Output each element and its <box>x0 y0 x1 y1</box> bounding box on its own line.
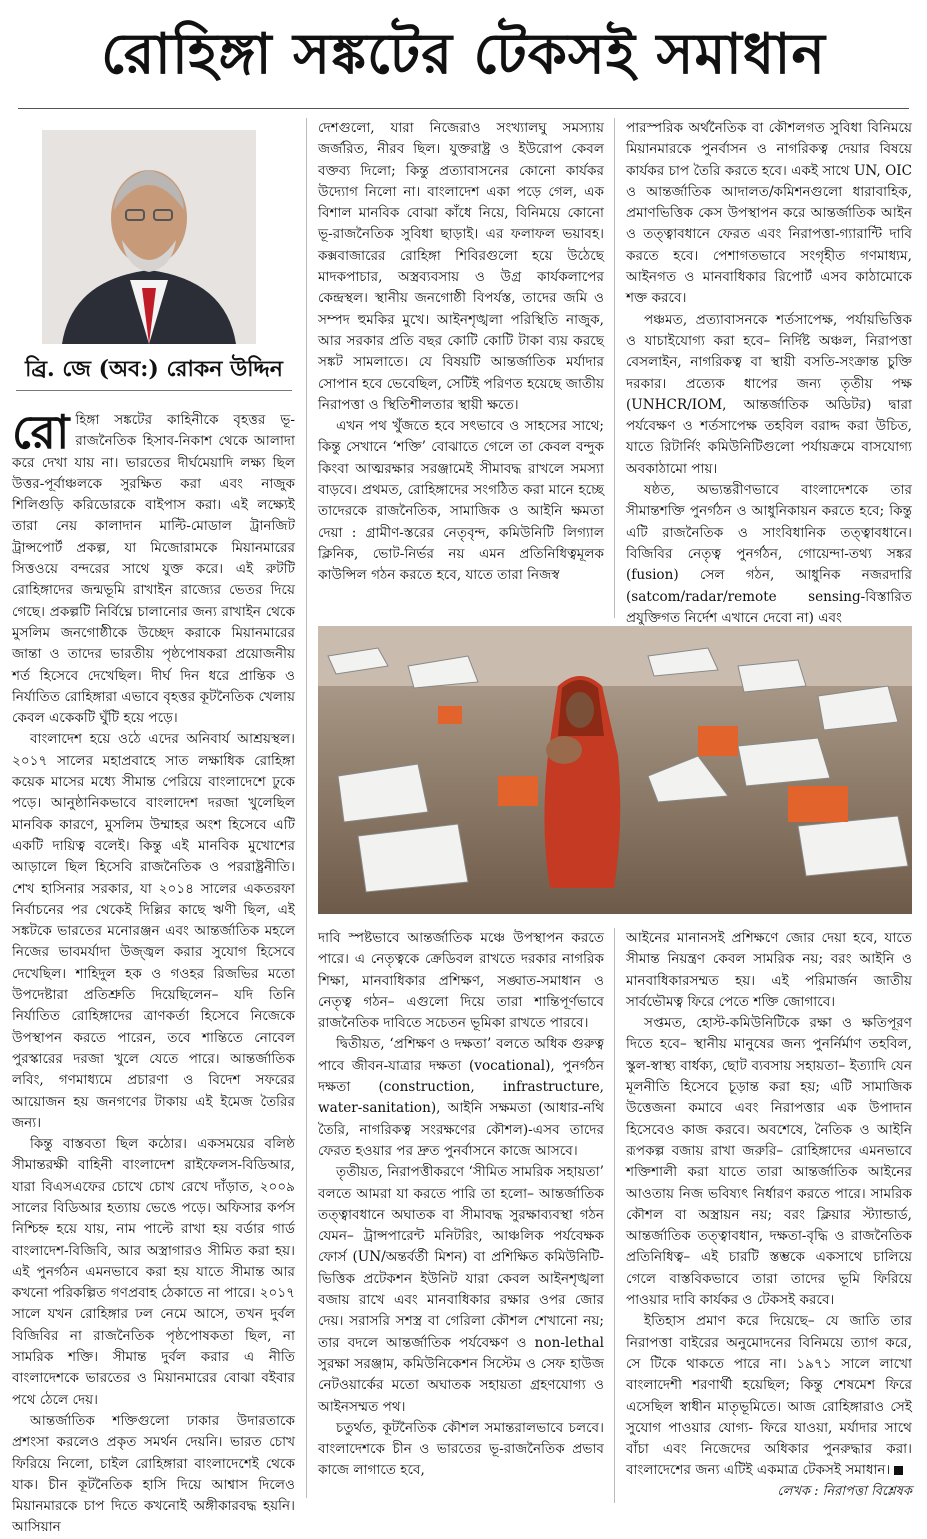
paragraph: এখন পথ খুঁজতে হবে সৎভাবে ও সাহসের সাথে; কিন্তু সেখানে ‘শক্তি’ বোঝাতে গেলে তা কেবল বন্দুক কিংবা আত্মরক্ষার সরঞ্জামেই সীমাবদ্ধ রাখলে সমস্যা বাড়বে। প্রথমত, রোহিঙ্গাদের সংগঠিত করা মানে হচ্ছে তাদেরকে রাজনৈতিক, সামাজিক ও আইনি ক্ষমতা দেয়া : গ্রামীণ-স্তরের নেতৃবৃন্দ, কমিউনিটি লিগ্যাল ক্লিনিক, ভোট-নির্ভর নয় এমন প্রতিনিধিত্বমূলক কাউন্সিল গঠন করতে হবে, যাতে তারা নিজস্ব <box>318 418 604 584</box>
paragraph: কিন্তু বাস্তবতা ছিল কঠোর। একসময়ের বলিষ্ঠ সীমান্তরক্ষী বাহিনী বাংলাদেশ রাইফেলস-বিডিআর, যারা বিএসএফের চোখে চোখ রেখে দাঁড়াত, ২০০৯ সালের বিডিআর হত্যায় ভেঙে পড়ে। অফিসার কর্পস নিশ্চিহ্ন হয়ে যায়, নাম পাল্টে রাখা হয় বর্ডার গার্ড বাংলাদেশ-বিজিবি, আর অস্ত্রাগারও সীমিত করা হয়। এই পুনর্গঠন এমনভাবে করা হয় যাতে সীমান্ত আর কখনো পরিকল্পিত গণপ্রবাহ ঠেকাতে না পারে। ২০১৭ সালে যখন রোহিঙ্গার ঢল নেমে আসে, তখন দুর্বল বিজিবির না রাজনৈতিক পৃষ্ঠপোষকতা ছিল, না সামরিক শক্তি। সীমান্ত দুর্বল করার এ নীতি বাংলাদেশকে ভারতের ও মিয়ানমারের বোঝা বইবার পথে ঠেলে দেয়। <box>12 1136 295 1408</box>
refugee-camp-image <box>318 626 912 914</box>
paragraph: আইনের মানানসই প্রশিক্ষণে জোর দেয়া হবে, যাতে সীমান্ত নিয়ন্ত্রণ কেবল সামরিক নয়; বরং আইনি ও মানবাধিকারসম্মত হয়। এই পরিমার্জন জাতীয় সার্বভৌমত্ব ফিরে পেতে শক্তি জোগাবে। <box>626 930 912 1010</box>
paragraph: দাবি স্পষ্টভাবে আন্তর্জাতিক মঞ্চে উপস্থাপন করতে পারে। এ নেতৃত্বকে ক্রেডিবল রাখতে দরকার নাগরিক শিক্ষা, মানবাধিকার প্রশিক্ষণ, সঙ্ঘাত-সমাধান ও নেতৃত্ব গঠন– এগুলো দিয়ে তারা শান্তিপূর্ণভাবে রাজনৈতিক দাবিতে সচেতন ভূমিকা রাখতে পারবে। <box>318 930 604 1032</box>
paragraph: বাংলাদেশ হয়ে ওঠে এদের অনিবার্য আশ্রয়স্থল। ২০১৭ সালের মহাপ্রবাহে সাত লক্ষাধিক রোহিঙ্গা কয়েক মাসের মধ্যে সীমান্ত পেরিয়ে বাংলাদেশে ঢুকে পড়ে। আনুষ্ঠানিকভাবে বাংলাদেশ দরজা খুলেছিল মানবিক কারণে, মুসলিম উম্মাহর অংশ হিসেবে এটি একটি দায়িত্ব বলেই। কিন্তু এই মানবিক মুখোশের আড়ালে ছিল হিসেবি রাজনৈতিক ও পররাষ্ট্রনীতি। শেখ হাসিনার সরকার, যা ২০১৪ সালের একতরফা নির্বাচনের পর থেকেই দিল্লির কাছে ঋণী ছিল, এই সঙ্কটকে ভারতের মনোরঞ্জন এবং আন্তর্জাতিক মহলে নিজের ভাবমর্যাদা উজ্জ্বল করার সুযোগ হিসেবে দেখেছিল। শাহিদুল হক ও গওহর রিজভির মতো উপদেষ্টারা প্রতিশ্রুতি দিয়েছিলেন– যদি তিনি নির্যাতিত রোহিঙ্গাদের ত্রাণকর্তা হিসেবে নিজেকে উপস্থাপন করতে পারেন, তবে শান্তিতে নোবেল পুরস্কারের দরজা খুলে যেতে পারে। আন্তর্জাতিক লবিং, গণমাধ্যমে প্রচারণা ও বিদেশ সফরের আয়োজন হয় জনগণের টাকায় এই ইমেজ তৈরির জন্য। <box>12 731 295 1131</box>
column-3-top <box>626 118 912 626</box>
headline: রোহিঙ্গা সঙ্কটের টেকসই সমাধান <box>101 21 826 87</box>
paragraph: সপ্তমত, হোস্ট-কমিউনিটিকে রক্ষা ও ক্ষতিপূরণ দিতে হবে– স্থানীয় মানুষের জন্য পুনর্নির্মাণ তহবিল, স্কুল-স্বাস্থ্য বার্ধক্য, ছোট ব্যবসায় সহায়তা– ইত্যাদি যেন মূলনীতি হিসেবে চূড়ান্ত করা হয়; এটি সামাজিক উত্তেজনা কমাবে এবং নিরাপত্তার এক উপাদান হিসেবেও কাজ করবে। অবশেষে, নৈতিক ও আইনি রূপকল্প বজায় রাখা জরুরি– রোহিঙ্গাদের এমনভাবে শক্তিশালী করা যাতে তারা আন্তর্জাতিক আইনের আওতায় নিজ ভবিষ্যৎ নির্ধারণ করতে পারে। সামরিক কৌশল বা অস্ত্রায়ন নয়; বরং ক্লিয়ার স্ট্যান্ডার্ড, আন্তর্জাতিক তত্ত্বাবধান, দক্ষতা-বৃদ্ধি ও রাজনৈতিক প্রতিনিধিত্ব– এই চারটি স্তম্ভকে একসাথে চালিয়ে গেলে বাস্তবিকভাবে তারা তাদের ভূমি ফিরিয়ে পাওয়ার দাবি কার্যকর ও টেকসই করবে। <box>626 1015 912 1309</box>
author-byline: ব্রি. জে (অব:) রোকন উদ্দিন <box>16 348 292 391</box>
paragraph: পারস্পরিক অর্থনৈতিক বা কৌশলগত সুবিধা বিনিময়ে মিয়ানমারকে পুনর্বাসন ও নাগরিকত্ব দেয়ার বিষয়ে কার্যকর চাপ তৈরি করতে হবে। একই সাথে UN, OIC ও আন্তর্জাতিক আদালত/কমিশনগুলো ধারাবাহিক, প্রমাণভিত্তিক কেস উপস্থাপন করে আন্তর্জাতিক আইন ও তত্ত্বাবধানে ফেরত এবং নিরাপত্তা-গ্যারান্টি দাবি করতে হবে। পেশাগতভাবে সংগৃহীত গণমাধ্যম, আইনগত ও মানবাধিকার রিপোর্ট এসব কাঠামোকে শক্ত করবে। <box>626 120 912 307</box>
column-2-bottom <box>318 928 604 1503</box>
paragraph: আন্তর্জাতিক শক্তিগুলো ঢাকার উদারতাকে প্রশংসা করলেও প্রকৃত সমর্থন দেয়নি। ভারত চোখ ফিরিয়ে নিলো, চাইল রোহিঙ্গারা বাংলাদেশেই থেকে যাক। চীন কূটনৈতিক হাসি দিয়ে আশ্বাস দিলেও মিয়ানমারকে চাপ দিতে কখনোই অঙ্গীকারবদ্ধ হয়নি। আসিয়ান <box>12 1412 295 1536</box>
paragraph: দ্বিতীয়ত, ‘প্রশিক্ষণ ও দক্ষতা’ বলতে অধিক গুরুত্ব পাবে জীবন-যাত্রার দক্ষতা (vocational), পুনর্গঠন দক্ষতা (construction, infrastructure, water-sanitation), আইনি সক্ষমতা (আধার-নথি তৈরি, নাগরিকত্ব সংরক্ষণের কৌশল)-এসব তাদের ফেরত হওয়ার পর দ্রুত পুনর্বাসনে কাজে আসবে। <box>318 1036 604 1159</box>
column-separator <box>614 118 615 618</box>
paragraph: হিঙ্গা সঙ্কটের কাহিনীকে বৃহত্তর ভূ-রাজনৈতিক হিসাব-নিকাশ থেকে আলাদা করে দেখা যায় না। ভারতের দীর্ঘমেয়াদি লক্ষ্য ছিল উত্তর-পূর্বাঞ্চলকে সুরক্ষিত করা এবং নাজুক শিলিগুড়ি করিডোরকে বাইপাস করা। এই লক্ষ্যেই তারা নেয় কালাদান মাল্টি-মোডাল ট্রানজিট ট্রান্সপোর্ট প্রকল্প, যা মিজোরামকে মিয়ানমারের সিত্তওয়ে বন্দরের সাথে যুক্ত করে। এই রুটটি রোহিঙ্গাদের জন্মভূমি রাখাইন রাজ্যের ভেতর দিয়ে গেছে। প্রকল্পটি নির্বিঘ্নে চালানোর জন্য রাখাইন থেকে মুসলিম জনগোষ্ঠীকে উচ্ছেদ করাকে মিয়ানমারের জান্তা ও তাদের ভারতীয় পৃষ্ঠপোষকরা প্রয়োজনীয় শর্ত হিসেবে দেখেছিল। দীর্ঘ দিন ধরে প্রান্তিক ও নির্যাতিত রোহিঙ্গারা এভাবে বৃহত্তর কূটনৈতিক খেলায় কেবল একেকটি ঘুঁটি হয়ে পড়ে। <box>12 412 295 727</box>
paragraph: চতুর্থত, কূটনৈতিক কৌশল সমান্তরালভাবে চলবে। বাংলাদেশকে চীন ও ভারতের ভূ-রাজনৈতিক প্রভাব কাজে লাগাতে হবে, <box>318 1419 604 1479</box>
camp-photo <box>318 626 912 914</box>
column-3-bottom <box>626 928 912 1488</box>
author-portrait-image <box>42 130 256 344</box>
end-mark-icon <box>894 1466 903 1475</box>
dropcap: রো <box>12 405 70 459</box>
column-separator <box>614 928 615 1503</box>
column-2-top <box>318 118 604 618</box>
author-portrait <box>42 130 256 344</box>
paragraph: দেশগুলো, যারা নিজেরাও সংখ্যালঘু সমস্যায় জর্জরিত, নীরব ছিল। যুক্তরাষ্ট্র ও ইউরোপ কেবল বক্তব্য দিলো; কিন্তু প্রত্যাবাসনের কোনো কার্যকর উদ্যোগ নিলো না। বাংলাদেশ একা পড়ে গেল, এক বিশাল মানবিক বোঝা কাঁধে নিয়ে, বিনিময়ে কোনো ভূ-রাজনৈতিক সুবিধা ছাড়াই। এর ফলাফল ভয়াবহ। কক্সবাজারের রোহিঙ্গা শিবিরগুলো হয়ে উঠেছে মাদকপাচার, অস্ত্রব্যবসায় ও উগ্র কার্যকলাপের কেন্দ্রস্থল। স্থানীয় জনগোষ্ঠী বিপর্যস্ত, তাদের জমি ও সম্পদ হুমকির মুখে। আইনশৃঙ্খলা পরিস্থিতি নাজুক, আর সরকার প্রতি বছর কোটি কোটি টাকা ব্যয় করছে সঙ্কট সামলাতে। যে বিষয়টি আন্তর্জাতিক মর্যাদার সোপান হবে ভেবেছিল, সেটিই পরিণত হয়েছে জাতীয় নিরাপত্তা ও স্থিতিশীলতার স্থায়ী ক্ষতে। <box>318 120 604 413</box>
paragraph: ইতিহাস প্রমাণ করে দিয়েছে– যে জাতি তার নিরাপত্তা বাইরের অনুমোদনের বিনিময়ে ত্যাগ করে, সে টিকে থাকতে পারে না। ১৯৭১ সালে লাখো বাংলাদেশী শরণার্থী হয়েছিল; কিন্তু শেষমেশ ফিরে এসেছিল স্বাধীন মাতৃভূমিতে। আজ রোহিঙ্গারাও সেই সুযোগ পাওয়ার যোগ্য- ফিরে যাওয়া, মর্যাদার সাথে বাঁচা এবং নিজেদের অধিকার পুনরুদ্ধার করা। বাংলাদেশের জন্য এটিই একমাত্র টেকসই সমাধান। <box>626 1313 912 1479</box>
headline-rule <box>18 108 909 109</box>
column-separator <box>306 118 307 1498</box>
author-credit: লেখক : নিরাপত্তা বিশ্লেষক <box>777 1484 912 1499</box>
column-1 <box>12 405 295 1536</box>
paragraph: পঞ্চমত, প্রত্যাবাসনকে শর্তসাপেক্ষ, পর্যায়ভিত্তিক ও যাচাইযোগ্য করা হবে– নির্দিষ্ট অঞ্চল, নিরাপত্তা বেসলাইন, নাগরিকত্ব বা স্থায়ী বসতি-সংক্রান্ত চুক্তি দরকার। প্রত্যেক ধাপের জন্য তৃতীয় পক্ষ (UNHCR/IOM, আন্তর্জাতিক অডিটর) দ্বারা পর্যবেক্ষণ ও শর্তসাপেক্ষ তহবিল বরাদ্দ করা উচিত, যাতে রিটার্নিং কমিউনিটিগুলো পর্যায়ক্রমে বাসযোগ্য অবকাঠামো পায়। <box>626 311 912 477</box>
paragraph: তৃতীয়ত, নিরাপত্তীকরণে ‘সীমিত সামরিক সহায়তা’ বলতে আমরা যা করতে পারি তা হলো– আন্তর্জাতিক তত্ত্বাবধানে অঘাতক বা সীমাবদ্ধ সুরক্ষাব্যবস্থা গঠন যেমন– ট্রান্সপারেন্ট মনিটরিং, আঞ্চলিক পর্যবেক্ষক ফোর্স (UN/অন্তর্বর্তী মিশন) বা প্রশিক্ষিত কমিউনিটি-ভিত্তিক প্রটেকশন ইউনিট যারা কেবল আইনশৃঙ্খলা বজায় রাখে এবং মানবাধিকার রক্ষার ওপর জোর দেয়। সরাসরি সশস্ত্র বা গেরিলা কৌশল শেখানো নয়; তার বদলে আন্তর্জাতিক পর্যবেক্ষণ ও non-lethal সুরক্ষা সরঞ্জাম, কমিউনিকেশন সিস্টেম ও সেফ হাউজ নেটওয়ার্কের মতো অঘাতক সহায়তা গ্রহণযোগ্য ও আইনসম্মত পথ। <box>318 1164 604 1415</box>
paragraph: ষষ্ঠত, অভ্যন্তরীণভাবে বাংলাদেশকে তার সীমান্তশক্তি পুনর্গঠন ও আধুনিকায়ন করতে হবে; কিন্তু এটি রাজনৈতিক ও সাংবিধানিক তত্ত্বাবধানে। বিজিবির নেতৃত্ব পুনর্গঠন, গোয়েন্দা-তথ্য সঙ্কর (fusion) সেল গঠন, আধুনিক নজরদারি (satcom/radar/remote sensing-বিস্তারিত প্রযুক্তিগত নির্দেশ এখানে দেবো না) এবং <box>626 482 912 626</box>
